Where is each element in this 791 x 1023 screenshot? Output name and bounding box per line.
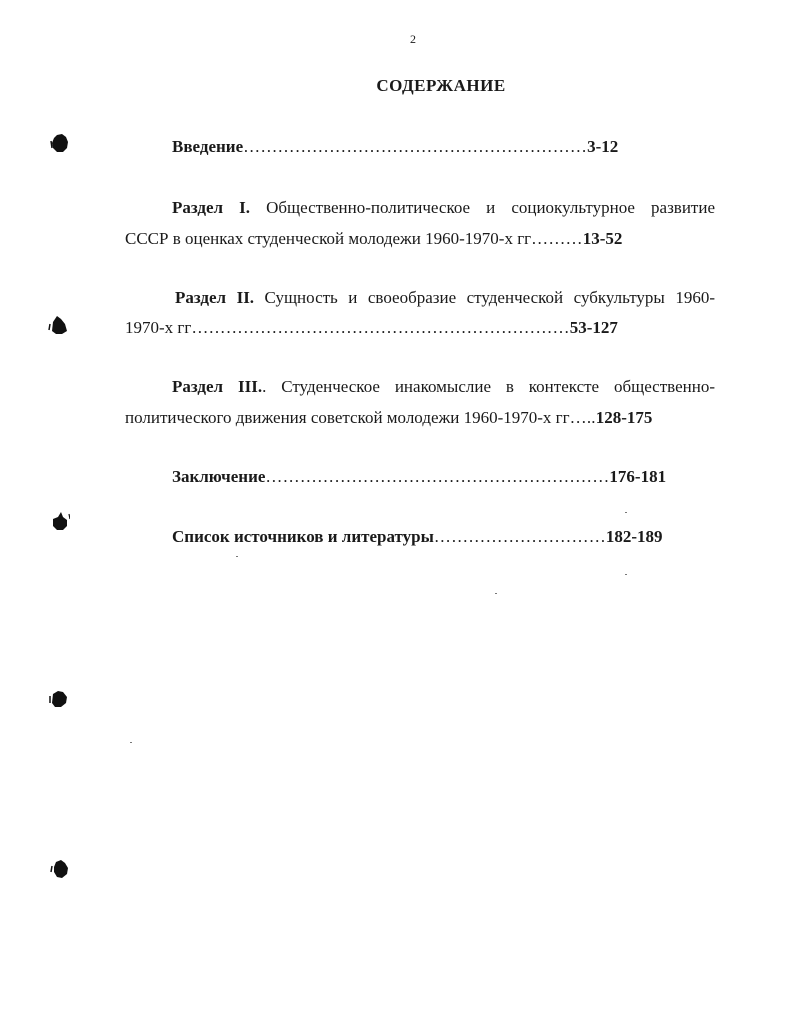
toc-entry-section2-line2: [125, 318, 618, 338]
punch-hole-icon: [50, 132, 70, 154]
toc-sources-pages: 182-189: [605, 527, 663, 546]
toc-section2-text1: Сущность и своеобразие студенческой субкультуры 1960-: [264, 288, 715, 307]
punch-hole-icon: [50, 510, 70, 532]
toc-section3-text2: политического движения советской молодежи 1960-1970-х гг: [125, 408, 570, 427]
toc-section2-dots: …………………………………………………………: [191, 318, 570, 337]
toc-entry-section3-line2: [125, 408, 652, 428]
toc-section3-dots: …..: [569, 408, 596, 427]
toc-intro-label: Введение: [172, 137, 244, 156]
toc-conclusion-dots: ……………………………………………………: [265, 467, 610, 486]
toc-intro-dots: ……………………………………………………: [243, 137, 588, 156]
toc-section2-pages: 53-127: [569, 318, 618, 337]
toc-section1-label: Раздел I.: [172, 198, 251, 217]
scan-speck: [130, 742, 132, 743]
toc-entry-conclusion: [172, 467, 666, 487]
page-title: СОДЕРЖАНИЕ: [376, 76, 506, 95]
toc-section2-text2: 1970-х гг: [125, 318, 192, 337]
toc-section3-pages: 128-175: [595, 408, 653, 427]
toc-section2-label: Раздел II.: [175, 288, 255, 307]
toc-section3-text1: . Студенческое инакомыслие в контексте общественно-: [262, 377, 715, 396]
toc-intro-pages: 3-12: [587, 137, 619, 156]
scan-speck: [625, 574, 627, 575]
punch-hole-icon: [48, 688, 68, 710]
toc-entry-section1-line2: [125, 229, 622, 249]
toc-sources-label: Список источников и литературы: [172, 527, 434, 546]
toc-section1-text2: СССР в оценках студенческой молодежи 1960-1970-х гг: [125, 229, 532, 248]
toc-entry-sources: [172, 527, 663, 547]
toc-conclusion-label: Заключение: [172, 467, 266, 486]
toc-section1-pages: 13-52: [582, 229, 623, 248]
toc-entry-intro: [172, 137, 618, 157]
toc-conclusion-pages: 176-181: [609, 467, 667, 486]
toc-entry-section1-line1: [172, 198, 715, 218]
punch-hole-icon: [50, 858, 70, 880]
toc-section1-text1: Общественно-политическое и социокультурное развитие: [266, 198, 716, 217]
scan-speck: [236, 556, 238, 557]
toc-entry-section3-line1: [172, 377, 715, 397]
toc-section3-label: Раздел III.: [172, 377, 263, 396]
page-number: 2: [410, 32, 416, 46]
punch-hole-icon: [48, 314, 68, 336]
toc-section1-dots: ………: [531, 229, 583, 248]
scan-speck: [625, 512, 627, 513]
toc-sources-dots: …………………………: [433, 527, 606, 546]
toc-entry-section2-line1: [175, 288, 715, 308]
scan-speck: [495, 593, 497, 594]
